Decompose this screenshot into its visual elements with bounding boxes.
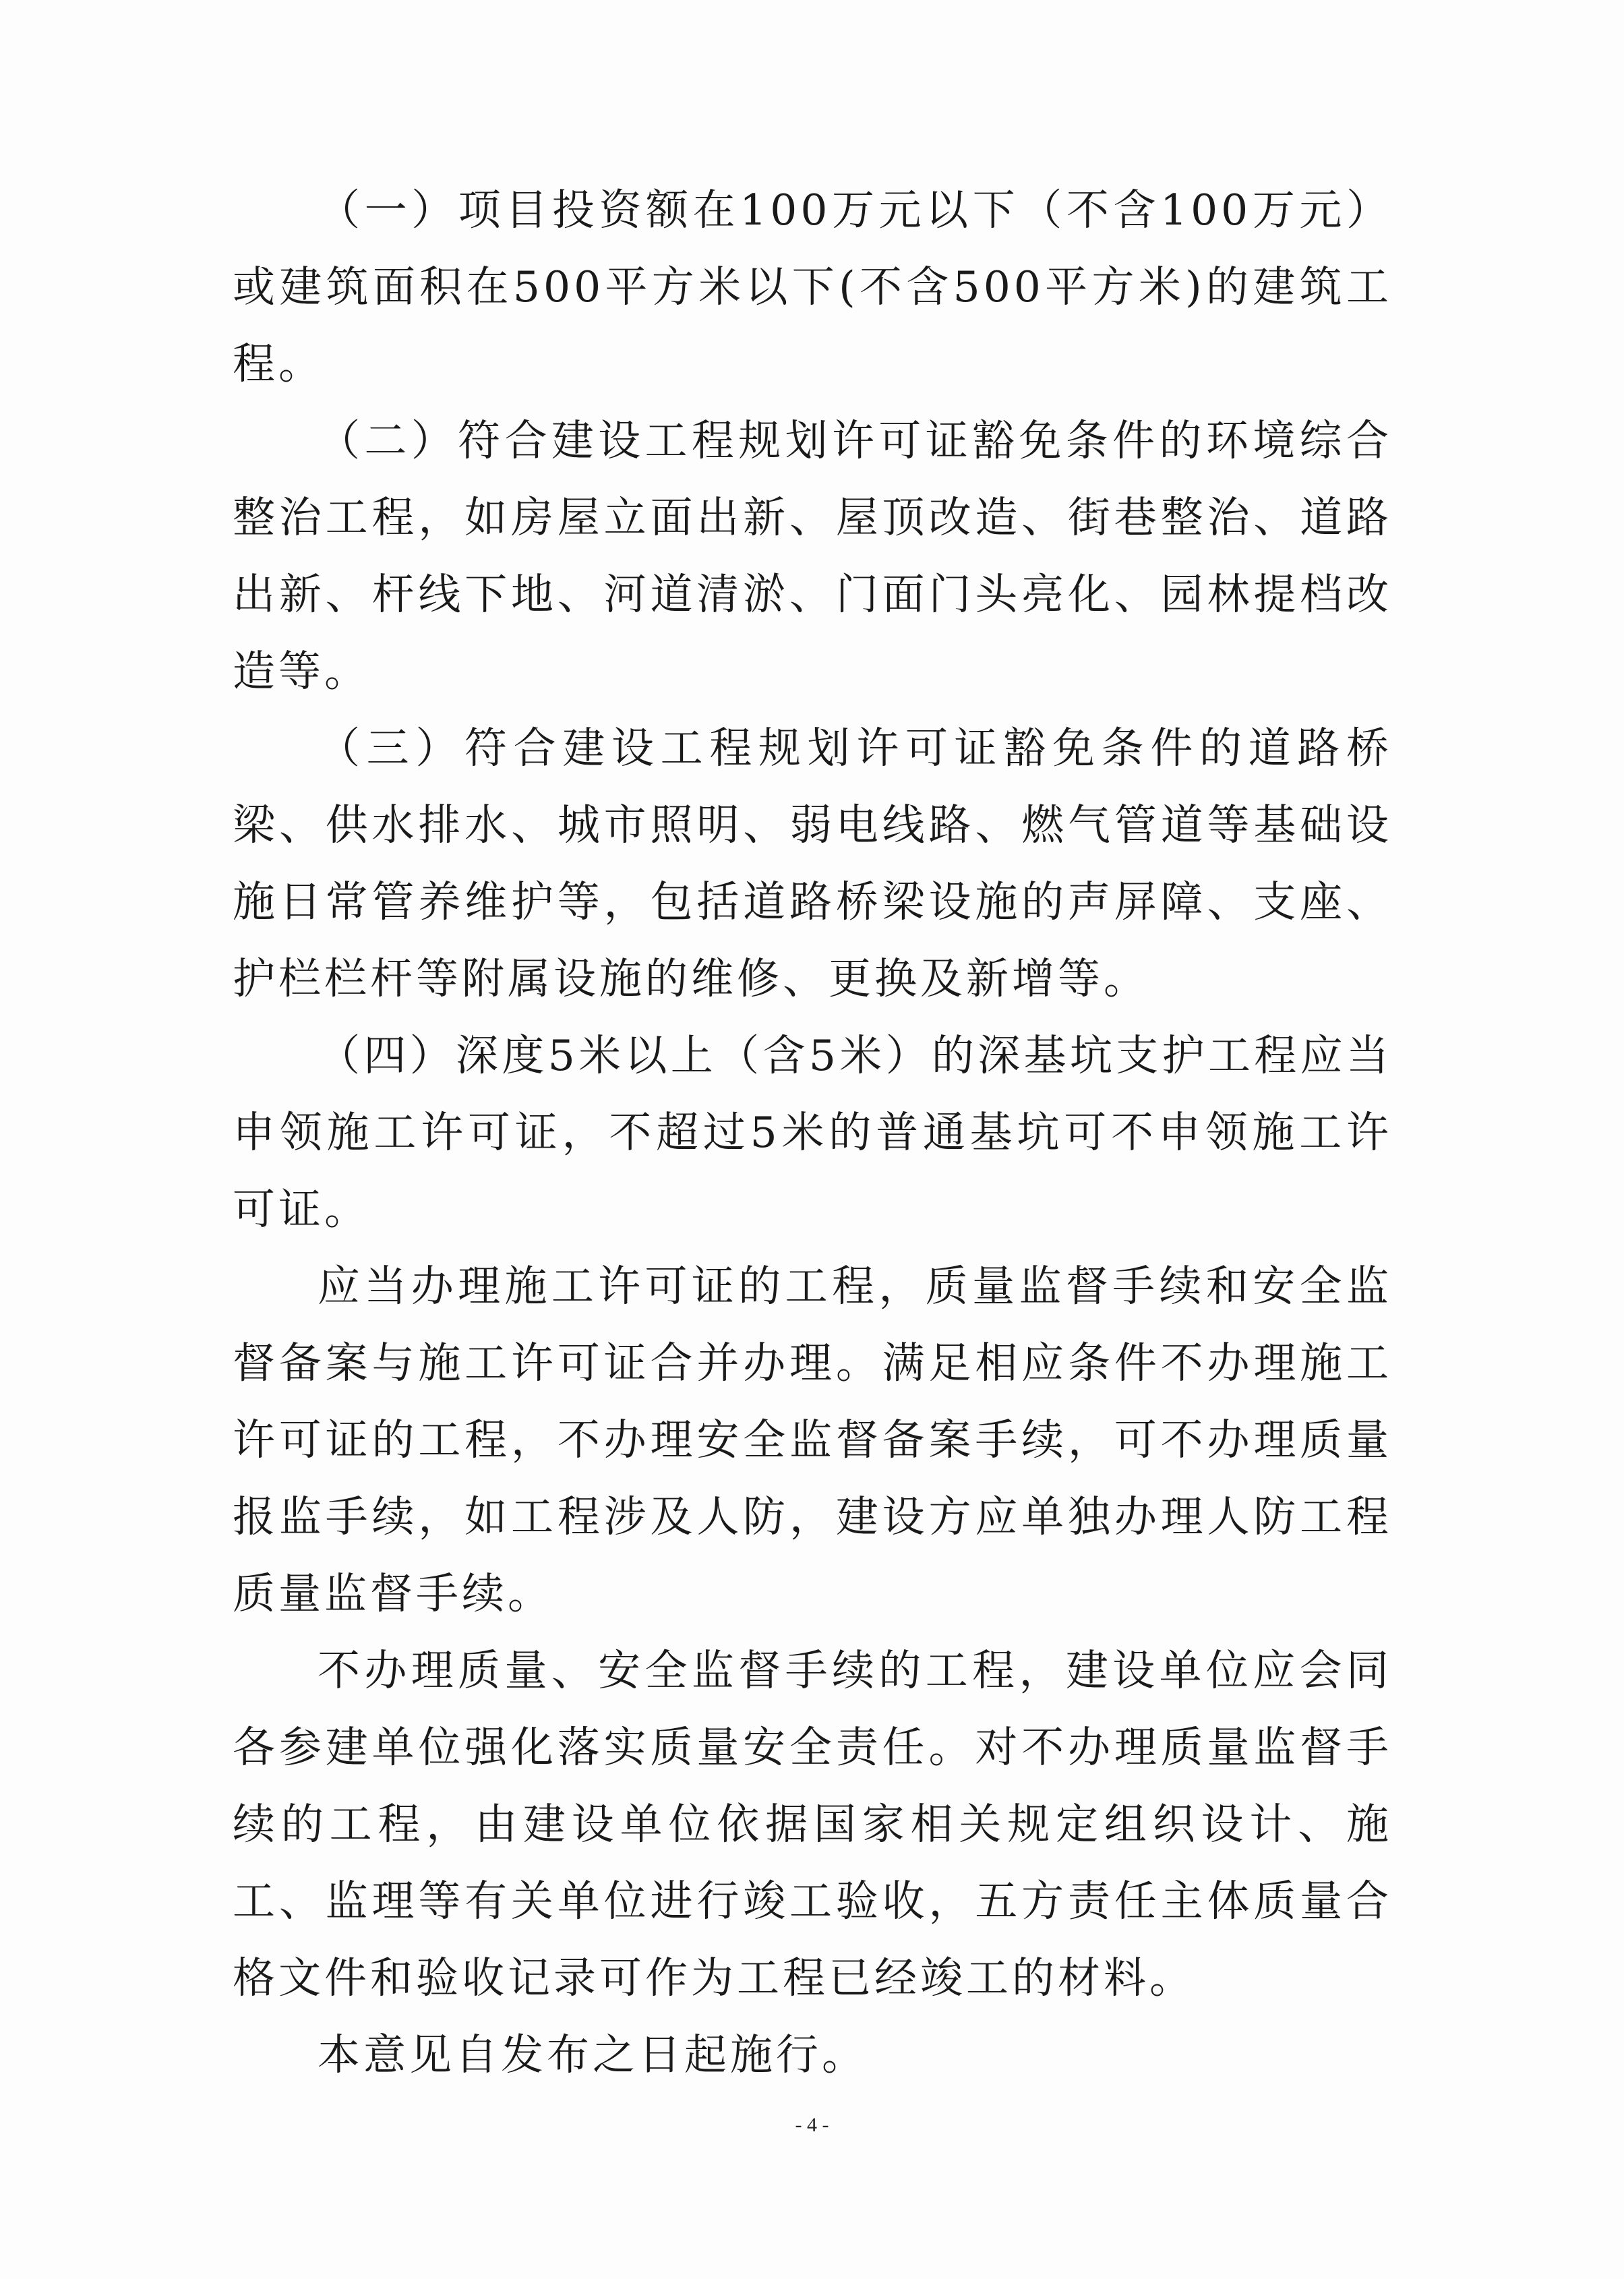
document-body: [233, 172, 1392, 2094]
paragraph-responsibility: 不办理质量、安全监督手续的工程，建设单位应会同各参建单位强化落实质量安全责任。对不办理质量监督手续的工程，由建设单位依据国家相关规定组织设计、施工、监理等有关单位进行竣工验收，五方责任主体质量合格文件和验收记录可作为工程已经竣工的材料。: [233, 1646, 1392, 2003]
paragraph-item-2: （二）符合建设工程规划许可证豁免条件的环境综合整治工程，如房屋立面出新、屋顶改造、街巷整治、道路出新、杆线下地、河道清淤、门面门头亮化、园林提档改造等。: [233, 416, 1392, 696]
paragraph-item-3: （三）符合建设工程规划许可证豁免条件的道路桥梁、供水排水、城市照明、弱电线路、燃气管道等基础设施日常管养维护等，包括道路桥梁设施的声屏障、支座、护栏栏杆等附属设施的维修、更换及新增等。: [233, 723, 1392, 1003]
paragraph-effective-date: 本意见自发布之日起施行。: [318, 2030, 868, 2079]
page-number: - 4 -: [795, 2114, 829, 2136]
paragraph-filing-procedure: 应当办理施工许可证的工程，质量监督手续和安全监督备案与施工许可证合并办理。满足相应条件不办理施工许可证的工程，不办理安全监督备案手续，可不办理质量报监手续，如工程涉及人防，建设方应单独办理人防工程质量监督手续。: [233, 1262, 1392, 1618]
paragraph-item-1: （一）项目投资额在100万元以下（不含100万元）或建筑面积在500平方米以下(不含500平方米)的建筑工程。: [233, 185, 1392, 388]
paragraph-item-4: （四）深度5米以上（含5米）的深基坑支护工程应当申领施工许可证，不超过5米的普通基坑可不申领施工许可证。: [233, 1031, 1392, 1234]
